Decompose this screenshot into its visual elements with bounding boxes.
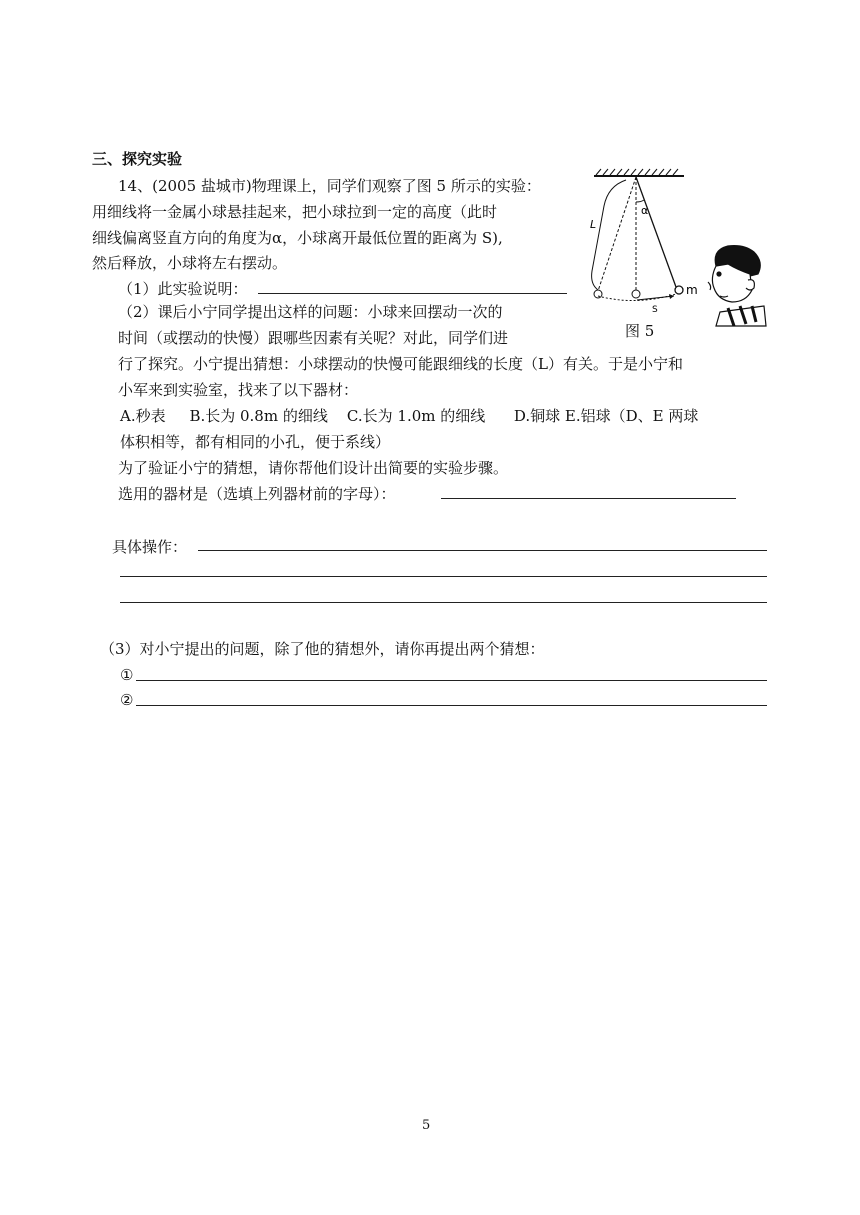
page-number: 5 [422,1118,431,1133]
question-line-1: 14、(2005 盐城市)物理课上，同学们观察了图 5 所示的实验： [118,177,541,195]
label-m: m [686,283,698,297]
length-brace [592,180,626,290]
operation-answer-line-1[interactable] [198,550,767,551]
right-string [636,177,676,287]
guess-2-mark: ② [120,691,134,709]
part2-line-1: （2）课后小宁同学提出这样的问题：小球来回摆动一次的 [118,303,503,321]
label-S: S [652,305,658,315]
part2-line-4: 小军来到实验室，找来了以下器材： [118,381,359,399]
operation-label: 具体操作： [112,538,188,556]
guess-2-answer-line[interactable] [136,705,767,706]
figure-caption: 图 5 [625,322,655,340]
part2-line-3: 行了探究。小宁提出猜想：小球摆动的快慢可能跟细线的长度（L）有关。于是小宁和 [118,355,683,373]
task-line: 为了验证小宁的猜想，请你帮他们设计出简要的实验步骤。 [118,459,509,477]
operation-answer-line-3[interactable] [120,602,767,603]
label-L: L [590,218,597,231]
materials-line-2: 体积相等，都有相同的小孔，便于系线） [120,433,391,451]
guess-1-mark: ① [120,666,134,684]
boy-illustration [708,246,766,326]
ceiling-hatch [594,169,684,176]
question-line-2: 用细线将一金属小球悬挂起来，把小球拉到一定的高度（此时 [92,203,498,221]
left-string [598,177,636,291]
center-ball [632,290,640,298]
question-line-4: 然后释放，小球将左右摆动。 [92,254,288,272]
angle-arc [636,200,644,202]
part3-line: （3）对小宁提出的问题，除了他的猜想外，请你再提出两个猜想： [100,640,545,658]
materials-line-1: A.秒表 B.长为 0.8m 的细线 C.长为 1.0m 的细线 D.铜球 E.铝球（D、E 两球 [120,407,699,425]
operation-answer-line-2[interactable] [120,576,767,577]
pendulum-figure [588,166,768,346]
distance-arrow [637,296,674,300]
guess-1-answer-line[interactable] [136,680,767,681]
part1-answer-line[interactable] [258,293,567,294]
part1-label: （1）此实验说明： [118,280,248,298]
right-ball [675,286,683,294]
left-ball [594,290,602,298]
section-heading: 三、探究实验 [92,150,183,168]
select-label: 选用的器材是（选填上列器材前的字母）： [118,485,396,503]
question-line-3: 细线偏离竖直方向的角度为α，小球离开最低位置的距离为 S), [92,229,503,247]
select-answer-line[interactable] [441,498,736,499]
label-alpha: α [641,204,649,217]
part2-line-2: 时间（或摆动的快慢）跟哪些因素有关呢？对此，同学们进 [118,329,509,347]
